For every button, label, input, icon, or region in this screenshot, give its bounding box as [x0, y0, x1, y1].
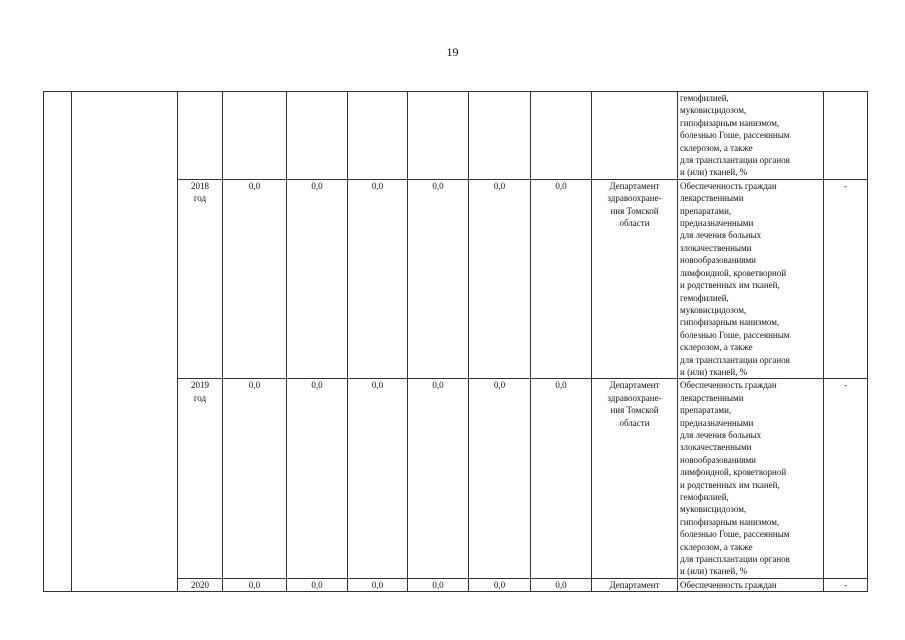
executor-cell	[592, 379, 678, 579]
value-cell	[469, 92, 531, 180]
value-cell	[408, 92, 469, 180]
value-cell: 0,0	[287, 379, 348, 579]
program-table	[43, 91, 868, 592]
indicator-line: болезнью Гоше, рассеянным	[680, 329, 790, 340]
executor-line: здравоохране-	[607, 392, 662, 403]
indicator-line: для трансплантации органов	[680, 554, 790, 565]
executor-line: области	[619, 417, 650, 428]
executor-line: Департамент	[609, 579, 660, 590]
value-cell: 0,0	[408, 379, 469, 579]
indicator-line: предназначенными	[680, 218, 754, 229]
value-cell	[287, 92, 348, 180]
indicator-line: гемофилией,	[680, 492, 729, 502]
value-cell: 0,0	[531, 379, 592, 579]
value-cell: 0,0	[223, 379, 287, 579]
year-line: 2018	[191, 180, 209, 191]
indicator-line: Обеспеченность граждан	[680, 380, 777, 391]
value-cell: 0,0	[223, 179, 287, 379]
year-line: 2019	[191, 380, 209, 391]
value-cell	[348, 92, 408, 180]
merged-name-cell	[72, 92, 178, 592]
page-number: 19	[446, 45, 459, 59]
value-cell: 0,0	[531, 578, 592, 591]
indicator-line: муковисцидозом,	[680, 504, 747, 515]
executor-line: здравоохране-	[607, 193, 662, 204]
value-cell: 0,0	[348, 179, 408, 379]
indicator-line: Обеспеченность граждан	[680, 180, 777, 191]
value-cell: 0,0	[408, 179, 469, 379]
value-cell: 0,0	[287, 179, 348, 379]
indicator-line: болезнью Гоше, рассеянным	[680, 130, 790, 141]
indicator-line: лекарственными	[680, 193, 744, 204]
target-value-cell	[824, 92, 868, 180]
indicator-line: лимфоидной, кроветворной	[680, 267, 787, 278]
indicator-line: лекарственными	[680, 392, 744, 403]
value-cell: 0,0	[408, 578, 469, 591]
target-value-cell: -	[824, 179, 868, 379]
year-line: 2020	[191, 579, 209, 590]
indicator-line: и родственных им тканей,	[680, 280, 780, 291]
executor-line: Департамент	[609, 180, 660, 191]
value-cell: 0,0	[469, 379, 531, 579]
indicator-line: и (или) тканей, %	[680, 366, 748, 377]
year-cell	[178, 578, 223, 591]
indicator-line: новообразованиями	[680, 255, 756, 266]
merged-number-cell	[44, 92, 72, 592]
indicator-line: склерозом, а также	[680, 142, 753, 153]
indicator-cell	[678, 179, 824, 379]
value-cell: 0,0	[348, 578, 408, 591]
indicator-line: предназначенными	[680, 417, 754, 428]
table-row-continuation	[44, 92, 868, 180]
executor-cell	[592, 578, 678, 591]
indicator-line: муковисцидозом,	[680, 304, 747, 315]
executor-line: ния Томской	[610, 405, 659, 416]
executor-line: ния Томской	[610, 205, 659, 216]
indicator-line: склерозом, а также	[680, 541, 753, 552]
year-cell	[178, 92, 223, 180]
executor-line: Департамент	[609, 380, 660, 391]
indicator-line: гипофизарным нанизмом,	[680, 117, 780, 128]
year-line: год	[193, 193, 207, 204]
indicator-cell	[678, 578, 824, 591]
indicator-line: злокачественными	[680, 242, 752, 253]
value-cell: 0,0	[469, 179, 531, 379]
value-cell: 0,0	[531, 179, 592, 379]
indicator-line: препаратами,	[680, 205, 732, 216]
indicator-cell	[678, 379, 824, 579]
indicator-line: гипофизарным нанизмом,	[680, 317, 780, 328]
indicator-line: новообразованиями	[680, 454, 756, 465]
indicator-line: препаратами,	[680, 405, 732, 416]
indicator-line: гемофилией,	[680, 292, 729, 303]
value-cell: 0,0	[469, 578, 531, 591]
executor-cell	[592, 179, 678, 379]
value-cell	[531, 92, 592, 180]
executor-line: области	[619, 218, 650, 229]
indicator-line: и родственных им тканей,	[680, 479, 780, 490]
year-line: год	[193, 392, 207, 403]
value-cell: 0,0	[287, 578, 348, 591]
indicator-line: болезнью Гоше, рассеянным	[680, 529, 790, 540]
indicator-line: гипофизарным нанизмом,	[680, 516, 780, 527]
indicator-line: и (или) тканей, %	[680, 566, 748, 577]
indicator-line: Обеспеченность граждан	[680, 579, 777, 590]
value-cell	[223, 92, 287, 180]
year-cell	[178, 179, 223, 379]
indicator-line: для лечения больных	[680, 230, 762, 241]
value-cell: 0,0	[348, 379, 408, 579]
indicator-line: и (или) тканей, %	[680, 167, 748, 178]
indicator-line: лимфоидной, кроветворной	[680, 467, 787, 478]
target-value-cell: -	[824, 379, 868, 579]
indicator-line: для трансплантации органов	[680, 155, 790, 166]
indicator-line: склерозом, а также	[680, 342, 753, 353]
indicator-line: муковисцидозом,	[680, 105, 747, 116]
value-cell: 0,0	[223, 578, 287, 591]
executor-cell	[592, 92, 678, 180]
year-cell	[178, 379, 223, 579]
indicator-line: для лечения больных	[680, 429, 762, 440]
indicator-line: злокачественными	[680, 442, 752, 453]
indicator-line: для трансплантации органов	[680, 354, 790, 365]
indicator-cell	[678, 92, 824, 180]
indicator-line: гемофилией,	[680, 93, 729, 103]
target-value-cell: -	[824, 578, 868, 591]
